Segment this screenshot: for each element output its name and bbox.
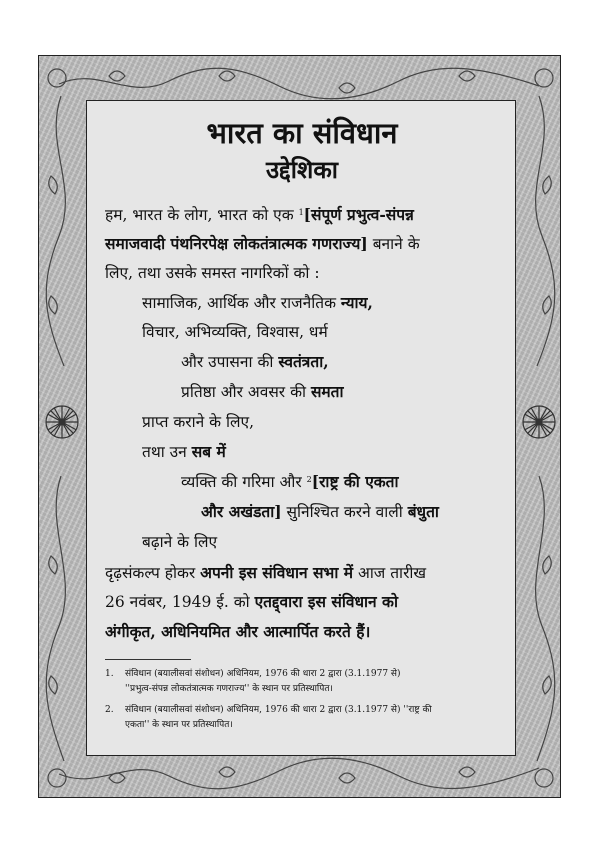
footnote-1: 1. संविधान (बयालीसवां संशोधन) अधिनियम, 1976 की धारा 2 द्वारा (3.1.1977 से) ''प्रभुत्व-संपन्न लोकतंत्रात्मक गणराज्य'' के स्थान पर प्रतिस्थापित।: [105, 669, 401, 694]
preamble-line-6: और उपासना की स्वतंत्रता,: [181, 352, 329, 371]
preamble-line-10: व्यक्ति की गरिमा और $^2$[राष्ट्र की एकता: [181, 472, 399, 491]
preamble-line-8: प्राप्त कराने के लिए,: [142, 413, 255, 431]
page-subtitle: उद्देशिका: [266, 155, 338, 184]
page-title: भारत का संविधान: [206, 116, 398, 150]
preamble-line-7: प्रतिष्ठा और अवसर की समता: [181, 382, 344, 401]
footnote-divider: [105, 659, 191, 660]
preamble-line-15: अंगीकृत, अधिनियमित और आत्मार्पित करते हैं।: [105, 622, 371, 641]
preamble-panel: [86, 100, 516, 756]
preamble-line-9: तथा उन सब में: [142, 442, 226, 461]
ashoka-chakra-icon: [43, 403, 81, 441]
preamble-line-5: विचार, अभिव्यक्ति, विश्वास, धर्म: [142, 323, 328, 341]
footnote-ref-1: 1: [298, 208, 304, 217]
footnote-ref-2: 2: [306, 475, 312, 484]
preamble-line-14: 26 नवंबर, 1949 ई. को एतद्द्वारा इस संविधान को: [105, 592, 398, 611]
ashoka-chakra-icon: [520, 403, 558, 441]
preamble-line-11: और अखंडता] सुनिश्चित करने वाली बंधुता: [201, 502, 439, 521]
preamble-line-13: दृढ़संकल्प होकर अपनी इस संविधान सभा में आज तारीख: [105, 563, 427, 582]
preamble-line-4: सामाजिक, आर्थिक और राजनैतिक न्याय,: [142, 293, 373, 312]
footnote-2: 2. संविधान (बयालीसवां संशोधन) अधिनियम, 1976 की धारा 2 द्वारा (3.1.1977 से) ''राष्ट्र की एकता'' के स्थान पर प्रतिस्थापित।: [105, 705, 432, 730]
preamble-line-12: बढ़ाने के लिए: [142, 533, 218, 551]
preamble-line-2: समाजवादी पंथनिरपेक्ष लोकतंत्रात्मक गणराज्य] बनाने के: [105, 234, 420, 253]
preamble-line-3: लिए, तथा उसके समस्त नागरिकों को :: [105, 264, 320, 282]
preamble-line-1: हम, भारत के लोग, भारत को एक $^1$[संपूर्ण प्रभुत्व-संपन्न: [105, 205, 414, 224]
